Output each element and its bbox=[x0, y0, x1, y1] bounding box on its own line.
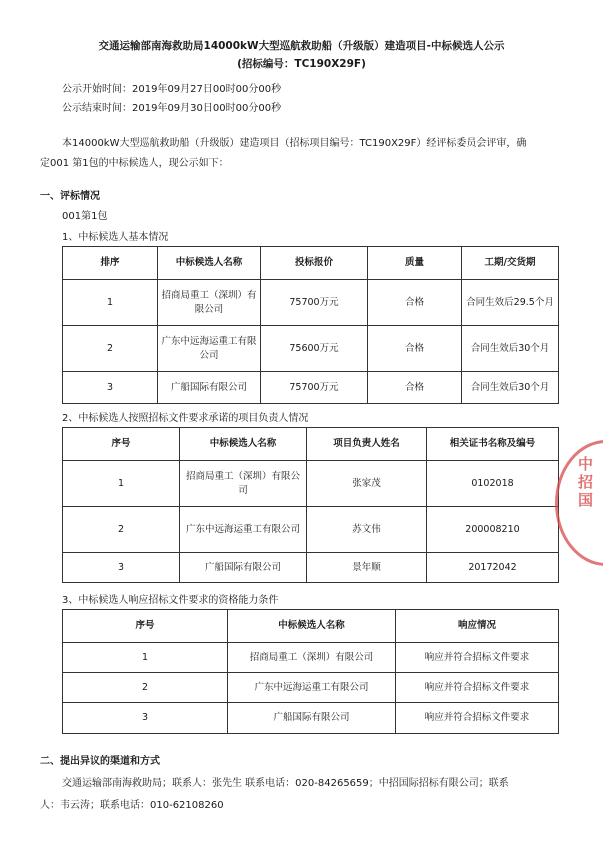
column-header: 质量 bbox=[368, 247, 462, 280]
table-row bbox=[63, 372, 559, 404]
table-row bbox=[63, 280, 559, 326]
candidate-name-cell: 招商局重工（深圳）有限公司 bbox=[180, 461, 307, 507]
serial-cell: 2 bbox=[63, 673, 228, 703]
column-header: 中标候选人名称 bbox=[180, 428, 307, 461]
column-header: 排序 bbox=[63, 247, 158, 280]
candidate-name-cell: 广东中远海运重工有限公司 bbox=[158, 326, 261, 372]
section-heading-evaluation: 一、评标情况 bbox=[40, 191, 100, 202]
subsection-qualification: 3、中标候选人响应招标文件要求的资格能力条件 bbox=[62, 595, 279, 606]
table-header-row bbox=[63, 247, 559, 280]
candidate-name-cell: 招商局重工（深圳）有限公司 bbox=[228, 643, 396, 673]
rank-cell: 3 bbox=[63, 372, 158, 404]
candidate-name-cell: 招商局重工（深圳）有限公司 bbox=[158, 280, 261, 326]
rank-cell: 2 bbox=[63, 326, 158, 372]
column-header: 工期/交货期 bbox=[462, 247, 559, 280]
table-row bbox=[63, 326, 559, 372]
tender-number: (招标编号：TC190X29F) bbox=[237, 58, 366, 70]
certificate-number-cell: 0102018 bbox=[427, 461, 559, 507]
serial-cell: 1 bbox=[63, 461, 180, 507]
intro-paragraph-line1: 本14000kW大型巡航救助船（升级版）建造项目（招标项目编号：TC190X29F）经评标委员会评审，确 bbox=[62, 138, 527, 149]
contact-line1: 交通运输部南海救助局；联系人：张先生 联系电话：020-84265659；中招国际招标有限公司；联系 bbox=[62, 778, 509, 789]
notice-start-time: 公示开始时间：2019年09月27日00时00分00秒 bbox=[62, 84, 282, 95]
candidate-name-cell: 广船国际有限公司 bbox=[158, 372, 261, 404]
bid-price-cell: 75700万元 bbox=[261, 280, 368, 326]
bid-price-cell: 75600万元 bbox=[261, 326, 368, 372]
project-manager-table bbox=[62, 427, 559, 583]
table-row bbox=[63, 507, 559, 553]
column-header: 投标报价 bbox=[261, 247, 368, 280]
response-status-cell: 响应并符合招标文件要求 bbox=[396, 703, 559, 734]
quality-cell: 合格 bbox=[368, 326, 462, 372]
subsection-project-manager: 2、中标候选人按照招标文件要求承诺的项目负责人情况 bbox=[62, 413, 309, 424]
table-row bbox=[63, 703, 559, 734]
candidate-name-cell: 广东中远海运重工有限公司 bbox=[180, 507, 307, 553]
column-header: 序号 bbox=[63, 428, 180, 461]
candidate-name-cell: 广船国际有限公司 bbox=[180, 553, 307, 583]
serial-cell: 3 bbox=[63, 703, 228, 734]
table-row bbox=[63, 553, 559, 583]
manager-name-cell: 景年顺 bbox=[307, 553, 427, 583]
response-status-cell: 响应并符合招标文件要求 bbox=[396, 643, 559, 673]
table-row bbox=[63, 461, 559, 507]
table-row bbox=[63, 673, 559, 703]
contact-line2: 人：韦云涛；联系电话：010-62108260 bbox=[40, 800, 224, 811]
rank-cell: 1 bbox=[63, 280, 158, 326]
qualification-table bbox=[62, 609, 559, 734]
notice-end-time: 公示结束时间：2019年09月30日00时00分00秒 bbox=[62, 103, 282, 114]
candidate-name-cell: 广船国际有限公司 bbox=[228, 703, 396, 734]
manager-name-cell: 张家茂 bbox=[307, 461, 427, 507]
certificate-number-cell: 200008210 bbox=[427, 507, 559, 553]
table-header-row bbox=[63, 428, 559, 461]
column-header: 响应情况 bbox=[396, 610, 559, 643]
subsection-basic-info: 1、中标候选人基本情况 bbox=[62, 232, 169, 243]
delivery-period-cell: 合同生效后29.5个月 bbox=[462, 280, 559, 326]
candidate-name-cell: 广东中远海运重工有限公司 bbox=[228, 673, 396, 703]
serial-cell: 2 bbox=[63, 507, 180, 553]
document-title: 交通运输部南海救助局14000kW大型巡航救助船（升级版）建造项目-中标候选人公示 bbox=[98, 40, 505, 52]
serial-cell: 3 bbox=[63, 553, 180, 583]
intro-paragraph-line2: 定001 第1包的中标候选人，现公示如下： bbox=[40, 158, 229, 169]
column-header: 相关证书名称及编号 bbox=[427, 428, 559, 461]
serial-cell: 1 bbox=[63, 643, 228, 673]
package-label: 001第1包 bbox=[62, 211, 108, 222]
column-header: 序号 bbox=[63, 610, 228, 643]
certificate-number-cell: 20172042 bbox=[427, 553, 559, 583]
response-status-cell: 响应并符合招标文件要求 bbox=[396, 673, 559, 703]
quality-cell: 合格 bbox=[368, 280, 462, 326]
delivery-period-cell: 合同生效后30个月 bbox=[462, 372, 559, 404]
delivery-period-cell: 合同生效后30个月 bbox=[462, 326, 559, 372]
quality-cell: 合格 bbox=[368, 372, 462, 404]
column-header: 中标候选人名称 bbox=[228, 610, 396, 643]
table-row bbox=[63, 643, 559, 673]
manager-name-cell: 苏文伟 bbox=[307, 507, 427, 553]
column-header: 中标候选人名称 bbox=[158, 247, 261, 280]
table-header-row bbox=[63, 610, 559, 643]
section-heading-objection: 二、提出异议的渠道和方式 bbox=[40, 756, 160, 767]
candidate-basic-table bbox=[62, 246, 559, 404]
bid-price-cell: 75700万元 bbox=[261, 372, 368, 404]
seal-text: 中招国 bbox=[578, 455, 594, 509]
column-header: 项目负责人姓名 bbox=[307, 428, 427, 461]
